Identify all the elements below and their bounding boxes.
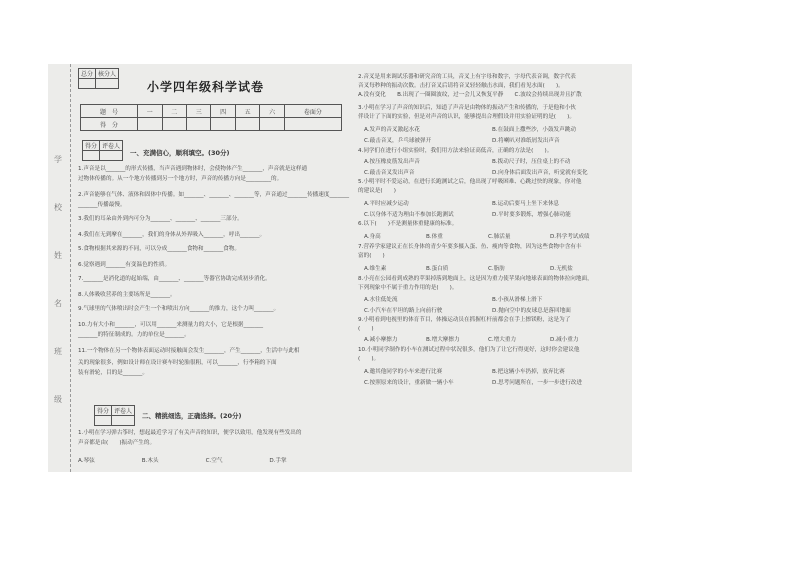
- score-cell: [260, 118, 284, 131]
- score-cell: [162, 118, 186, 131]
- question-options: [364, 199, 632, 207]
- option: C.脂肪: [488, 266, 505, 272]
- checker-label: 核分人: [96, 69, 119, 79]
- question-line: 伴设计了下面的实验，但是对声音的认识，能够提出合理假设并用实验证明的是( )。: [358, 114, 575, 120]
- question-options: [364, 264, 630, 272]
- question-line: 10.力有大小和_______，可以用_______来测量力的大小，它是根据_______: [78, 322, 264, 328]
- total-score-label: 总分: [79, 69, 96, 79]
- option: B.把这辆小车扔掉，放弃比赛: [492, 369, 565, 375]
- question-options: [364, 157, 632, 165]
- option: A.水往低处流: [364, 297, 398, 303]
- option: D.向身体后面发出声音，听觉就有变化: [492, 170, 588, 176]
- section1-title: 一、充满信心，顺利填空。(30分): [130, 149, 230, 157]
- question-line: 7.营养学家建议正在长身体的青少年要多摄入蛋、鱼、瘦肉等食物，因为这些食物中含有丰: [358, 244, 582, 250]
- section-grader-cell: [100, 151, 123, 161]
- option: A.按压橡皮筋发出声音: [364, 159, 420, 165]
- option: B.体重: [426, 234, 443, 240]
- question-line: ( )。: [358, 356, 380, 362]
- binding-margin: [48, 64, 71, 472]
- question-line: 11.一个物体在另一个物体表面运动时接触面会发生_______，产生_______，生活中与此相: [78, 348, 300, 354]
- section-score-label: 得分: [95, 406, 112, 416]
- question-line: 1.小明在学习弹古筝时，想起最近学习了有关声音的知识，便学以致用，他发现有些发出的: [78, 430, 302, 436]
- score-cell: [235, 118, 259, 131]
- score-cell: [186, 118, 210, 131]
- question-line: 音叉每秒种的振动次数。击打音叉后请将音叉轻轻触击水面，我们看见水面( )。: [358, 83, 564, 89]
- question-line: 过物体传播的。从一个地方传播到另一个地方时，声音的传播方向是_________的。: [78, 176, 283, 182]
- question-line: 9.小明看到电视里的体育节目，体操运动员在抓握杠杆前都会在手上擦镁粉，这是为了: [358, 317, 571, 323]
- score-cell: [211, 118, 235, 131]
- question-line: 富的( ): [358, 253, 385, 259]
- binding-label: 校: [54, 203, 62, 212]
- question-options: [364, 210, 632, 218]
- option: C.敲击音叉，乒乓球被弹开: [364, 138, 432, 144]
- section2-score-box: [94, 405, 135, 426]
- binding-label: 名: [54, 299, 62, 308]
- question-options: [364, 367, 632, 375]
- question-line: 7._______是消化道的起始端，由_______、_______等器官协助完成初步消化。: [78, 276, 271, 282]
- section-grader-label: 评卷人: [100, 141, 123, 151]
- option: C.小汽车在平坦的路上向前行驶: [364, 308, 443, 314]
- checker-cell: [96, 79, 119, 89]
- option: D.平时要多锻炼，增强心肺功能: [492, 212, 571, 218]
- question-line: 6.以下( )不是测量体重健康的标准。: [358, 221, 458, 227]
- question-line: ( ): [358, 326, 374, 332]
- question-line: 声音都是由( )振动产生的。: [78, 440, 156, 446]
- question-options: [364, 378, 632, 386]
- question-line: A.没有变化 B.出现了一圈圈波纹，过一会儿又恢复平静 C.波纹会持续出现并且扩散: [358, 92, 582, 98]
- option: C.增大重力: [488, 337, 517, 343]
- question-line: 2.音叉是用来调试乐器和研究音的工具，音叉上有字母和数字，字母代表音调，数字代表: [358, 74, 576, 80]
- option: A.维生素: [364, 266, 387, 272]
- question-line: 9.气球里的气体喷出时会产生一个和喷出方向_______的推力，这个力叫_______。: [78, 306, 280, 312]
- score-cell: [138, 118, 162, 131]
- question-line: 3.小明在学习了声音的知识后，知道了声音是由物体的振动产生和传播的，于是他和小伙: [358, 105, 576, 111]
- score-header-cell: 题 号: [81, 105, 138, 118]
- question-line: 5.小明平时不爱运动，在进行长跑测试之后，他出现了呼吸困难、心跳过快的现象，你对他: [358, 179, 582, 185]
- option: B.在鼓面上撒些沙，小鼓发声跳动: [492, 127, 576, 133]
- question-options: [364, 306, 632, 314]
- question-line: 10.小明同学制作的小车在测试过程中状况很多，他们为了让它行得更好，这时你会建议他: [358, 347, 580, 353]
- question-options: [364, 136, 632, 144]
- score-table: [80, 104, 342, 131]
- option: C.敲击音叉发出声音: [364, 170, 415, 176]
- section2-title: 二、精挑细选，正确选择。(20分): [142, 412, 242, 420]
- question-options: [364, 232, 630, 240]
- question-line: _______的特征制成的。力的单位是_______。: [78, 332, 190, 338]
- option: D.减小重力: [550, 337, 579, 343]
- option: B.拨动尺子时，压住桌上的不动: [492, 159, 571, 165]
- binding-label: 级: [54, 395, 62, 404]
- option: C.按照原来的设计，重新做一辆小车: [364, 380, 454, 386]
- question-line: _______传播最慢。: [78, 202, 126, 208]
- option: A.邀其他同学的小车来进行比赛: [364, 369, 443, 375]
- question-options: [78, 456, 328, 464]
- option: B.小孩从滑梯上滑下: [492, 297, 543, 303]
- score-header-cell: 一: [138, 105, 162, 118]
- option: D.抛向空中的皮球总是落回地面: [492, 308, 571, 314]
- binding-label: 班: [54, 347, 62, 356]
- score-row-label: 得 分: [81, 118, 138, 131]
- question-line: 的建议是( ): [358, 188, 396, 194]
- option: A.琴弦: [78, 458, 95, 464]
- total-score-cell: [79, 79, 96, 89]
- section-score-cell: [83, 151, 100, 161]
- question-options: [364, 125, 632, 133]
- section-grader-label: 评卷人: [112, 406, 135, 416]
- exam-title: 小学四年级科学试卷: [147, 80, 265, 94]
- exam-sheet: [48, 64, 632, 472]
- option: A.减小摩擦力: [364, 337, 398, 343]
- option: D.将喇叭对准纸屑发出声音: [492, 138, 560, 144]
- binding-label: 学: [54, 155, 62, 164]
- question-line: 下列现象中不属于重力作用的是( )。: [358, 285, 458, 291]
- total-score-box: [78, 68, 119, 89]
- score-header-cell: 五: [235, 105, 259, 118]
- question-options: [364, 295, 632, 303]
- option: D.无机盐: [550, 266, 573, 272]
- option: B.运动后要马上坐下来休息: [492, 201, 560, 207]
- question-line: 4.我们在无到摩在_______，我们的身体从外界吸入_______，呼出_______。: [78, 232, 266, 238]
- option: C.空气: [205, 458, 223, 464]
- option: D.科学考试成绩: [550, 234, 590, 240]
- score-header-cell: 四: [211, 105, 235, 118]
- score-header-cell: 三: [186, 105, 210, 118]
- option: B.蛋白质: [426, 266, 449, 272]
- option: C.以身体不适为理由不参加长跑测试: [364, 212, 454, 218]
- option: B.木头: [141, 458, 159, 464]
- option: B.增大摩擦力: [426, 337, 460, 343]
- option: A.发声的音叉激起水花: [364, 127, 420, 133]
- question-options: [364, 335, 630, 343]
- score-cell: [284, 118, 341, 131]
- question-line: 8.人体吸收营养的主要场所是_______。: [78, 292, 176, 298]
- section-score-cell: [95, 416, 112, 426]
- question-line: 8.小亮在公园看到成熟的苹果掉落到地面上，这是因为重力使苹果向地球表面的物体拉向地面，: [358, 276, 593, 282]
- question-line: 3.我们的耳朵由外到内可分为_______、_______、_______三部分。: [78, 216, 243, 222]
- score-header-cell: 二: [162, 105, 186, 118]
- question-line: 4.同学们在进行小组实验时，我们用方法来验证高低音，正确的方法是( )。: [358, 148, 553, 154]
- option: D.思考问题所在，一步一步进行改进: [492, 380, 582, 386]
- question-line: 1.声音是以_______的形式传播，当声音遇到物体时，会使物体产生_______，声音就是这样通: [78, 166, 308, 172]
- left-page: [72, 64, 350, 472]
- right-page: [354, 64, 628, 472]
- option: A.平时应减少运动: [364, 201, 409, 207]
- score-header-cell: 卷面分: [284, 105, 341, 118]
- binding-label: 姓: [54, 251, 62, 260]
- question-line: 6.觉察遇到_______有变温色的性质。: [78, 262, 171, 268]
- option: A.身高: [364, 234, 381, 240]
- question-line: 装有滑轮，目的是_______。: [78, 370, 148, 376]
- question-line: 2.声音能够在气体、液体和固体中传播。如_______、_______、_______等，声音通过_______传播速度_______: [78, 192, 350, 198]
- section-grader-cell: [112, 416, 135, 426]
- section1-score-box: [82, 140, 123, 161]
- section-score-label: 得分: [83, 141, 100, 151]
- option: D.手掌: [269, 458, 287, 464]
- question-options: [364, 168, 632, 176]
- question-line: 5.食物根据其来源的不同，可以分成_______食物和_______食物。: [78, 246, 240, 252]
- score-header-cell: 六: [260, 105, 284, 118]
- option: C.肺活量: [488, 234, 511, 240]
- question-line: 关的现象很多，例如设计师在设计赛车时轮胎很粗，可以_______，行李箱的下面: [78, 360, 277, 366]
